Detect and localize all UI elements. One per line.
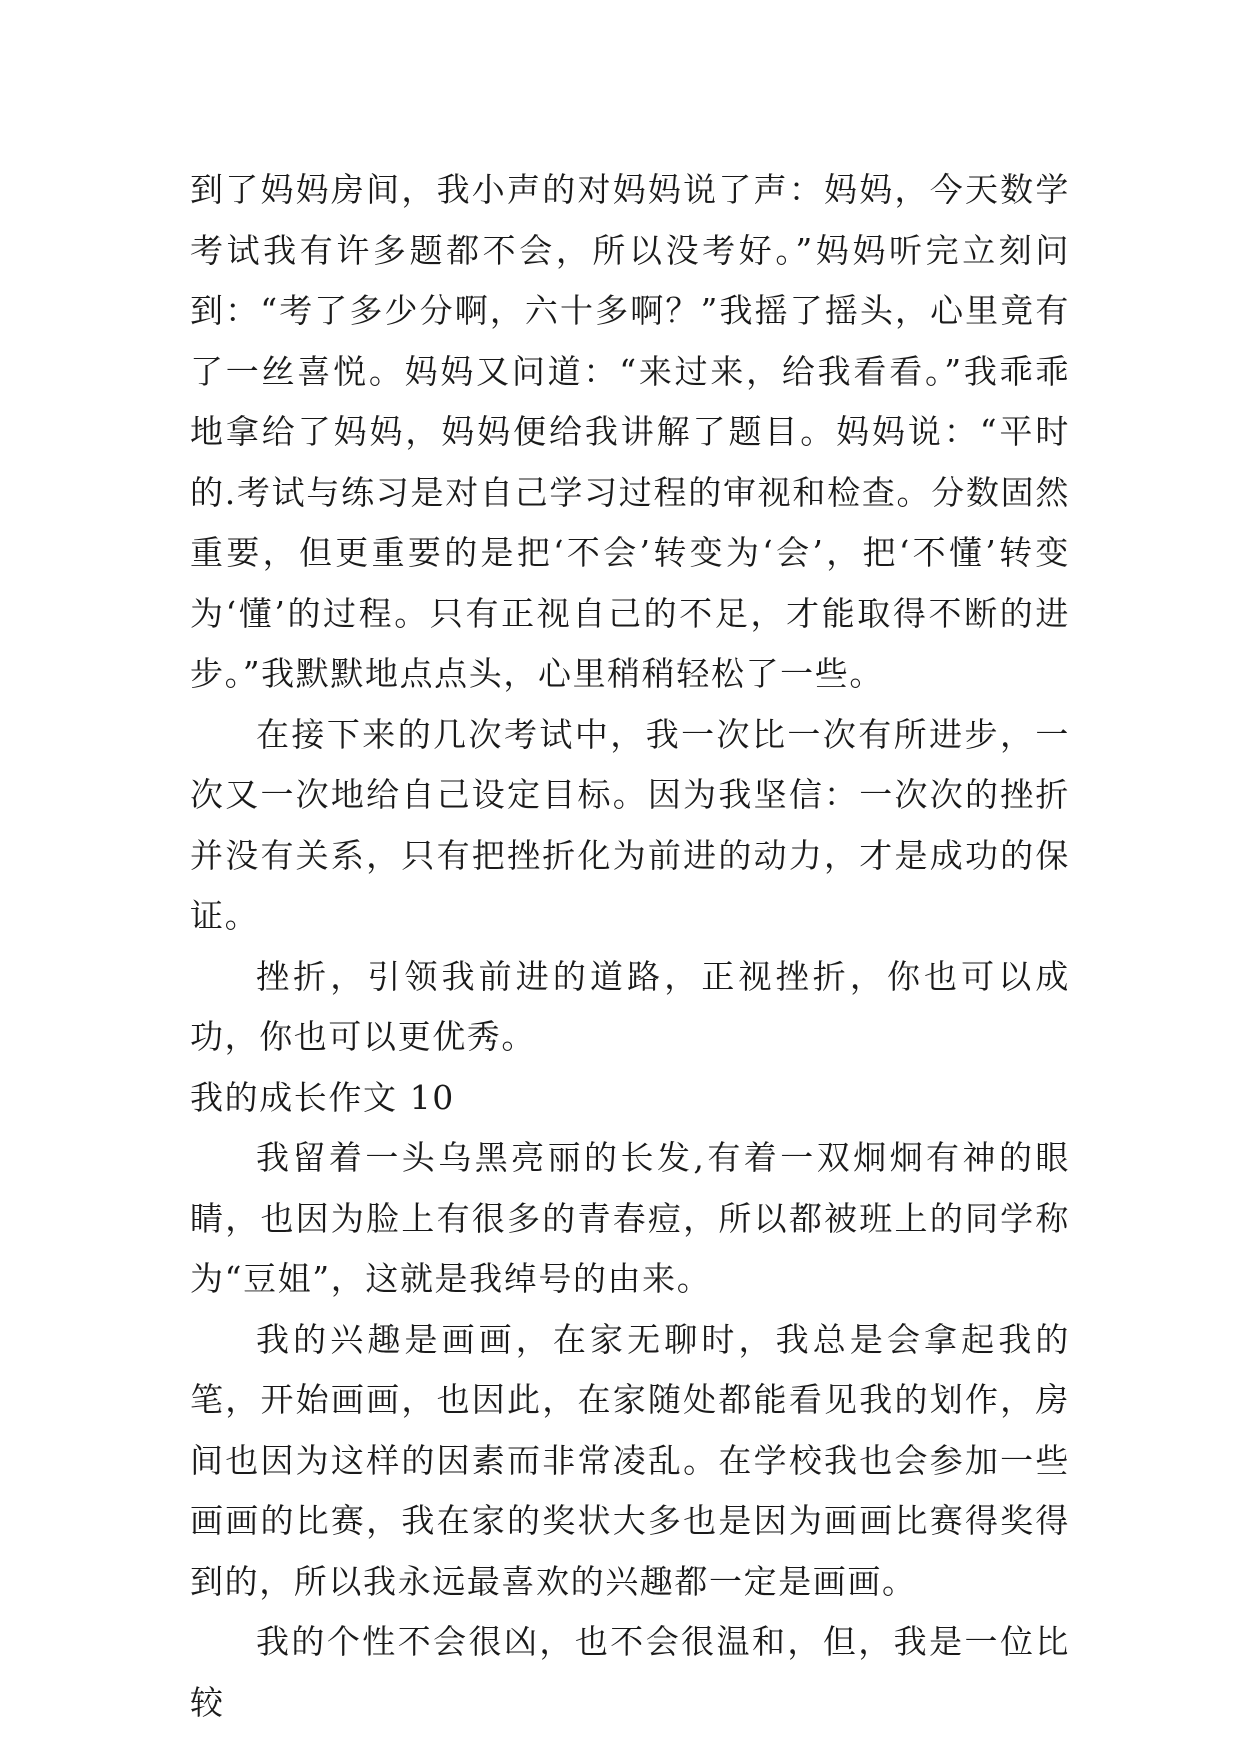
paragraph: 我留着一头乌黑亮丽的长发,有着一双炯炯有神的眼睛，也因为脸上有很多的青春痘，所以都被班上的同学称为“豆姐”，这就是我绰号的由来。	[190, 1138, 1070, 1298]
paragraph: 挫折，引领我前进的道路，正视挫折，你也可以成功，你也可以更优秀。	[190, 956, 1070, 1056]
paragraph-continued: 到了妈妈房间，我小声的对妈妈说了声：妈妈，今天数学考试我有许多题都不会，所以没考好。”妈妈听完立刻问到：“考了多少分啊，六十多啊？”我摇了摇头，心里竟有了一丝喜悦。妈妈又问道：“来过来，给我看看。”我乖乖地拿给了妈妈，妈妈便给我讲解了题目。妈妈说：“平时的.考试与练习是对自己学习过程的审视和检查。分数固然重要，但更重要的是把‘不会’转变为‘会’，把‘不懂’转变为‘懂’的过程。只有正视自己的不足，才能取得不断的进步。”我默默地点点头，心里稍稍轻松了一些。	[190, 170, 1070, 693]
section-heading: 我的成长作文 10	[190, 1077, 455, 1117]
document-body	[190, 160, 1070, 1733]
paragraph: 在接下来的几次考试中，我一次比一次有所进步，一次又一次地给自己设定目标。因为我坚信：一次次的挫折并没有关系，只有把挫折化为前进的动力，才是成功的保证。	[190, 714, 1070, 935]
paragraph: 我的个性不会很凶，也不会很温和，但，我是一位比较	[190, 1622, 1070, 1722]
paragraph: 我的兴趣是画画，在家无聊时，我总是会拿起我的笔，开始画画，也因此，在家随处都能看见我的划作，房间也因为这样的因素而非常凌乱。在学校我也会参加一些画画的比赛，我在家的奖状大多也是因为画画比赛得奖得到的，所以我永远最喜欢的兴趣都一定是画画。	[190, 1319, 1070, 1601]
